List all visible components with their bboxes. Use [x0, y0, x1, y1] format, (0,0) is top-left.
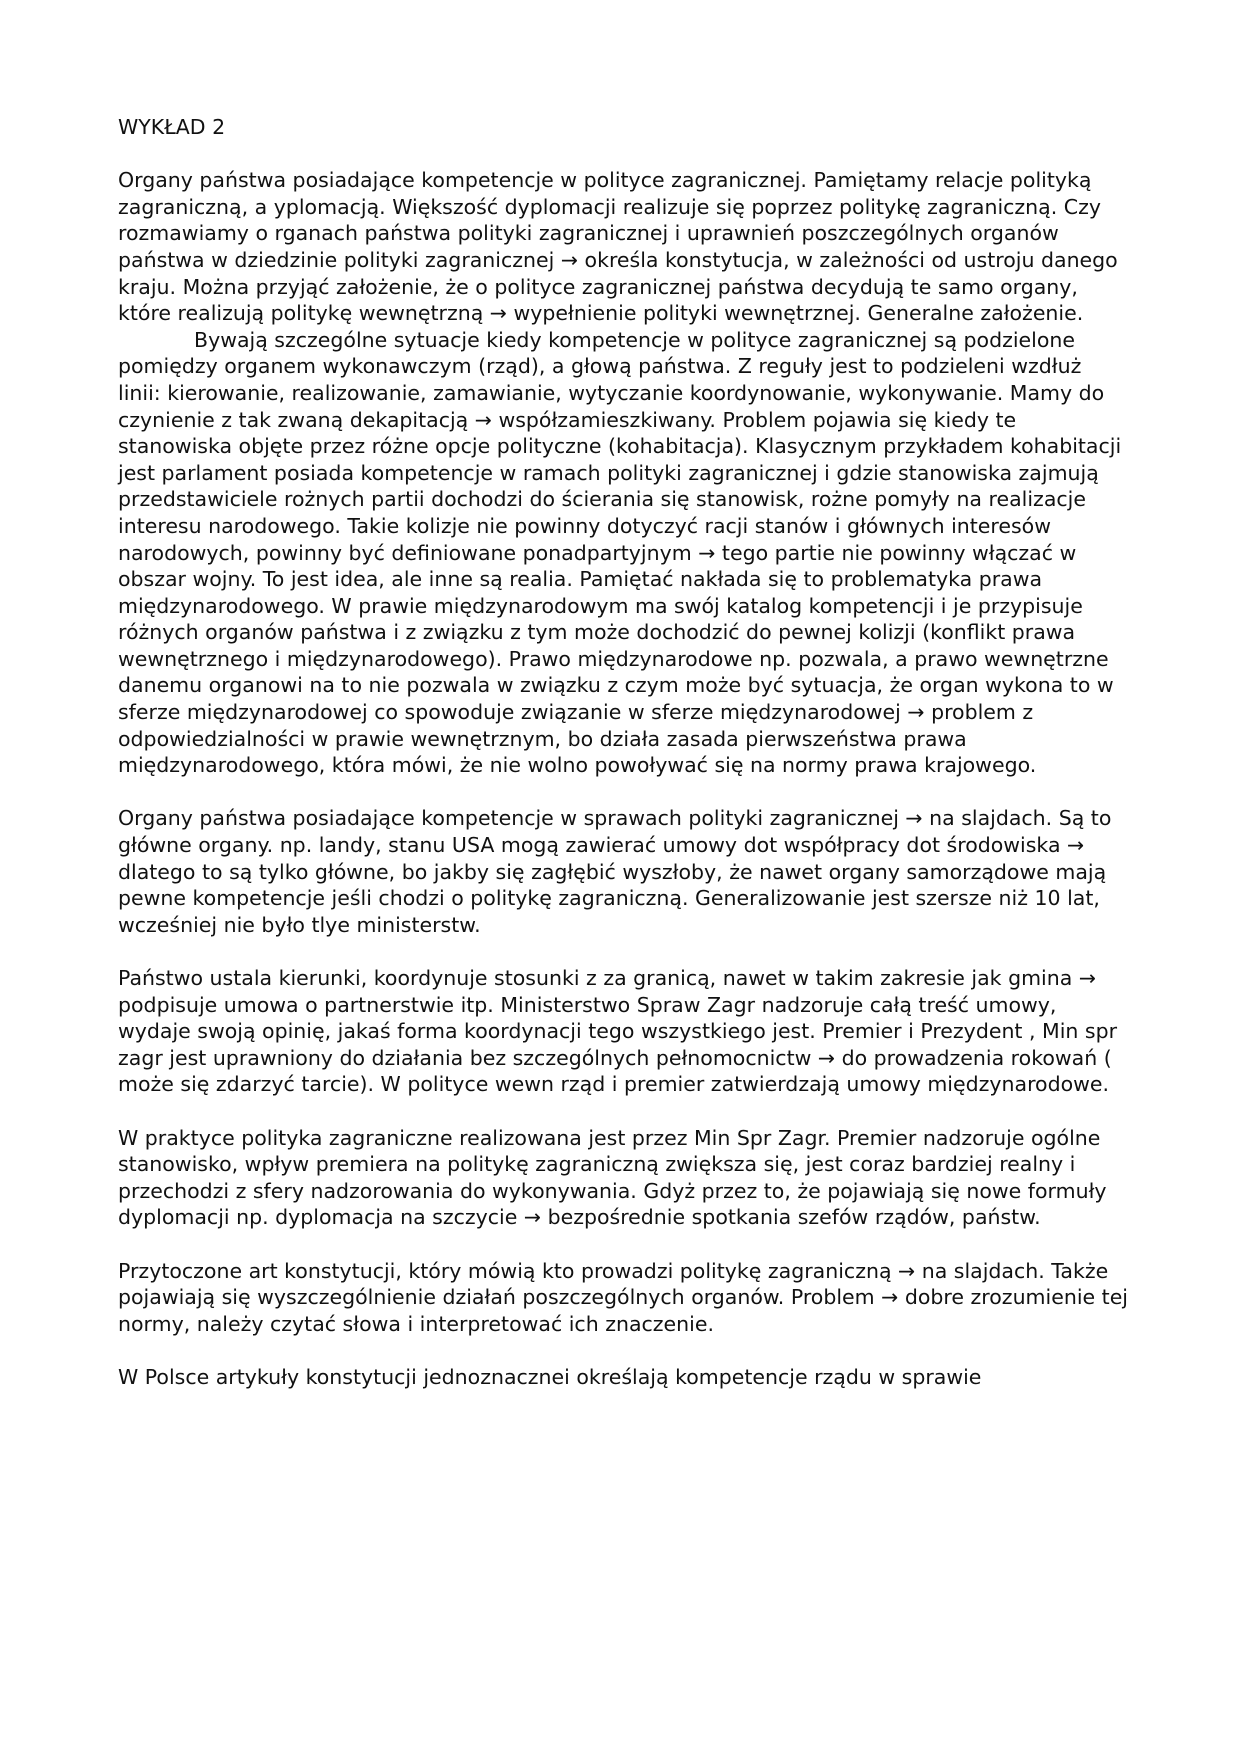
paragraph-6: Przytoczone art konstytucji, który mówią kto prowadzi politykę zagraniczną → na slajdach. Także pojawiają się wyszczególnienie działań poszczególnych organów. Problem → dobre zrozumienie tej normy, należy czytać słowa i interpretować ich znaczenie.: [118, 1258, 1128, 1336]
paragraph-3: Organy państwa posiadające kompetencje w sprawach polityki zagranicznej → na slajdach. Są to główne organy. np. landy, stanu USA mogą zawierać umowy dot współpracy dot środowiska → dlatego to są tylko główne, bo jakby się zagłębić wyszłoby, że nawet organy samorządowe mają pewne kompetencje jeśli chodzi o politykę zagraniczną. Generalizowanie jest szersze niż 10 lat, wcześniej nie było tlye ministerstw.: [118, 806, 1112, 937]
document-body: [118, 114, 1128, 1417]
paragraph-4: Państwo ustala kierunki, koordynuje stosunki z za granicą, nawet w takim zakresie jak gmina → podpisuje umowa o partnerstwie itp. Ministerstwo Spraw Zagr nadzoruje całą treść umowy, wydaje swoją opinię, jakaś forma koordynacji tego wszystkiego jest. Premier i Prezydent , Min spr zagr jest uprawniony do działania bez szczególnych pełnomocnictw → do prowadzenia rokowań ( może się zdarzyć tarcie). W polityce wewn rząd i premier zatwierdzają umowy międzynarodowe.: [118, 966, 1118, 1097]
paragraph-1: Organy państwa posiadające kompetencje w polityce zagranicznej. Pamiętamy relacje polityką zagraniczną, a yplomacją. Większość dyplomacji realizuje się poprzez politykę zagraniczną. Czy rozmawiamy o rganach państwa polityki zagranicznej i uprawnień poszczególnych organów państwa w dziedzinie polityki zagranicznej → określa konstytucja, w zależności od ustroju danego kraju. Można przyjąć założenie, że o polityce zagranicznej państwa decydują te samo organy, które realizują politykę wewnętrzną → wypełnienie polityki wewnętrznej. Generalne założenie.: [118, 168, 1118, 326]
paragraph-7: W Polsce artykuły konstytucji jednoznacznei określają kompetencje rządu w sprawie: [118, 1364, 982, 1389]
document-title: WYKŁAD 2: [118, 115, 226, 139]
paragraph-5: W praktyce polityka zagraniczne realizowana jest przez Min Spr Zagr. Premier nadzoruje ogólne stanowisko, wpływ premiera na politykę zagraniczną zwiększa się, jest coraz bardziej realny i przechodzi z sfery nadzorowania do wykonywania. Gdyż przez to, że pojawiają się nowe formuły dyplomacji np. dyplomacja na szczycie → bezpośrednie spotkania szefów rządów, państw.: [118, 1125, 1107, 1230]
paragraph-2: Bywają szczególne sytuacje kiedy kompetencje w polityce zagranicznej są podzielone pomiędzy organem wykonawczym (rząd), a głową państwa. Z reguły jest to podzieleni wzdłuż linii: kierowanie, realizowanie, zamawianie, wytyczanie koordynowanie, wykonywanie. Mamy do czynienie z tak zwaną dekapitacją → współzamieszkiwany. Problem pojawia się kiedy te stanowiska objęte przez różne opcje polityczne (kohabitacja). Klasycznym przykładem kohabitacji jest parlament posiada kompetencje w ramach polityki zagranicznej i gdzie stanowiska zajmują przedstawiciele rożnych partii dochodzi do ścierania się stanowisk, rożne pomyły na realizacje interesu narodowego. Takie kolizje nie powinny dotyczyć racji stanów i głównych interesów narodowych, powinny być definiowane ponadpartyjnym → tego partie nie powinny włączać w obszar wojny. To jest idea, ale inne są realia. Pamiętać nakłada się to problematyka prawa międzynarodowego. W prawie międzynarodowym ma swój katalog kompetencji i je przypisuje różnych organów państwa i z związku z tym może dochodzić do pewnej kolizji (konflikt prawa wewnętrznego i międzynarodowego). Prawo międzynarodowe np. pozwala, a prawo wewnętrzne danemu organowi na to nie pozwala w związku z czym może być sytuacja, że organ wykona to w sferze międzynarodowej co spowoduje związanie w sferze międzynarodowej → problem z odpowiedzialności w prawie wewnętrznym, bo działa zasada pierwszeństwa prawa międzynarodowego, która mówi, że nie wolno powoływać się na normy prawa krajowego.: [118, 327, 1122, 778]
